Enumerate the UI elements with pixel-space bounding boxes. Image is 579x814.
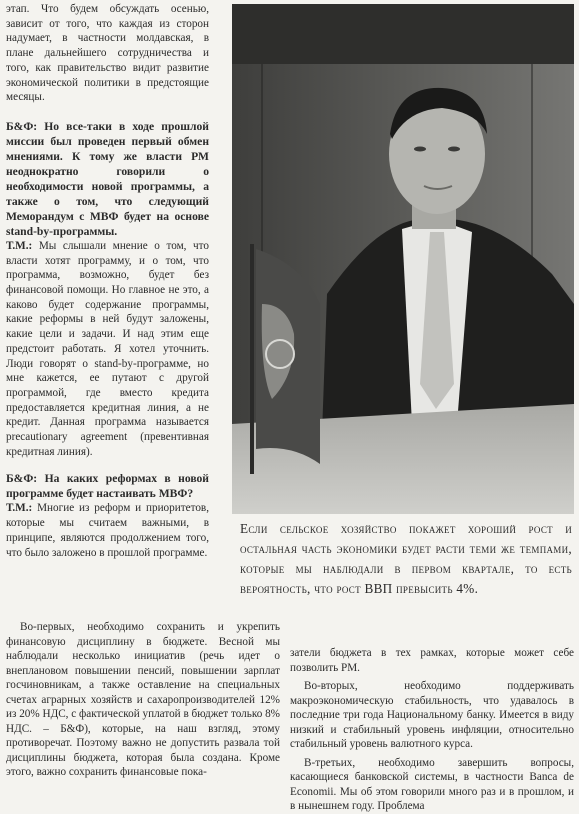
answer-2-text: Многие из реформ и приоритетов, которые мы считаем важными, в принципе, являются продолжением того, что было заложено в прошлой программе. (6, 502, 209, 559)
question-1: Б&Ф: Но все-таки в ходе прошлой миссии был проведен первый обмен мнениями. К тому же власти РМ неоднократно говорили о необходимости новой программы, а также о том, что следующий Меморандум с МВФ будет на основе stand-by-программы. (6, 119, 209, 238)
answer-1 (6, 239, 209, 460)
photo-illustration (232, 4, 574, 514)
bottom-left-paragraph: Во-первых, необходимо сохранить и укрепить финансовую дисциплину в бюджете. Весной мы наблюдали несколько инициатив (речь идет о внеплановом повышении пенсий, повышении зарплат госчиновникам, а также оставление на специальных счетах аграрных хозяйств и сахаропроизводителей 12% из 20% НДС, с фактической уплатой в бюджет только 8% НДС. – Б&Ф), которые, на наш взгляд, этому противоречат. Поэтому важно не допустить развала той дисциплины бюджета, которая была создана. Кроме этого, важно сохранить финансовые пока- (6, 621, 280, 778)
left-column (6, 2, 209, 560)
answer-2 (6, 501, 209, 560)
answer-2-speaker: Т.М.: (6, 502, 33, 515)
bottom-right-paragraph-2: Во-вторых, необходимо поддерживать макроэкономическую стабильность, что удавалось в последние три года Национальному банку. Имеется в виду низкий и стабильный уровень инфляции, относительно стабильный уровень валютного курса. (290, 680, 574, 750)
interview-photo (232, 4, 574, 514)
bottom-right-paragraph-3: В-третьих, необходимо завершить вопросы, касающиеся банковской системы, в частности Banca de Economii. Мы об этом говорили много раз и в прошлом, и в нынешнем году. Проблема (290, 756, 574, 812)
answer-1-text: Мы слышали мнение о том, что власти хотят программу, и о том, что программа, возможно, будет без финансовой помощи. Но главное не это, а каково будет содержание программы, какие реформы в ней будут заложены, какие цели и задачи. И над этим еще предстоит работать. Я хотел уточнить. Люди говорят о stand-by-программе, но мне кажется, ее путают с другой программой, где вместо кредита предоставляется кредитная линия, а не кредит. Данная программа называется precautionary agreement (превентивная кредитная линия). (6, 239, 209, 458)
answer-1-speaker: Т.М.: (6, 239, 33, 252)
bottom-left-column (6, 620, 280, 780)
photo-caption: Если сельское хозяйство покажет хороший рост и остальная часть экономики будет расти теми же темпами, которые мы наблюдали в первом квартале, то есть вероятность, что рост ВВП превысить 4%. (240, 521, 572, 596)
bottom-right-continuation: затели бюджета в тех рамках, которые может себе позволить РМ. (290, 647, 574, 674)
question-2: Б&Ф: На каких реформах в новой программе будет настаивать МВФ? (6, 472, 209, 501)
bottom-right-column (290, 646, 574, 814)
intro-paragraph: этап. Что будем обсуждать осенью, зависит от того, что каждая из сторон надумает, в частности молдавская, в плане дальнейшего сотрудничества и того, как правительство видит развитие экономической политики в предстоящие месяцы. (6, 3, 209, 104)
